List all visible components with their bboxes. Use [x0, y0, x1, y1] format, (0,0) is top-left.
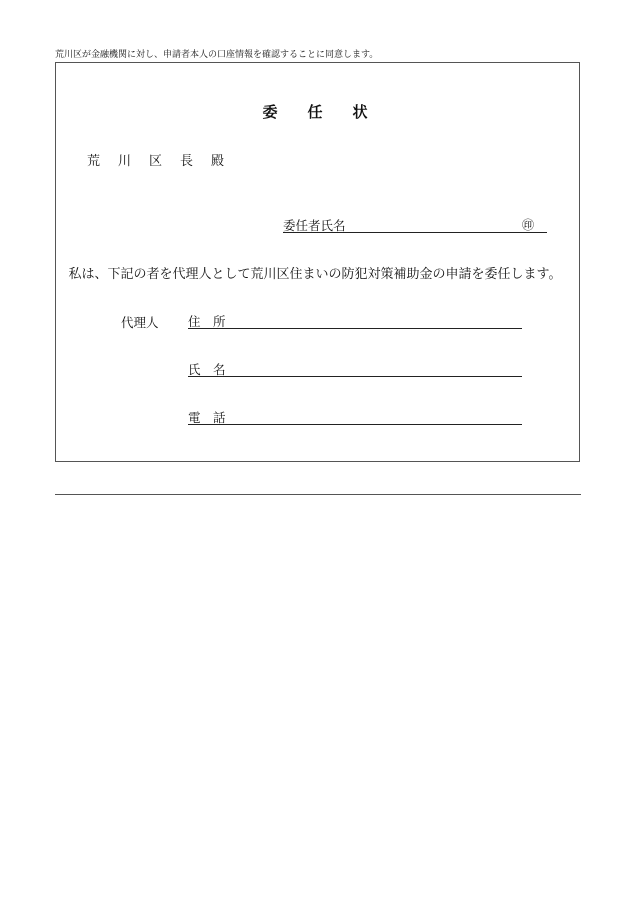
title-char: 状	[352, 103, 368, 121]
addressee-char: 川	[118, 154, 132, 169]
cut-line-divider	[55, 494, 581, 495]
agent-address-field[interactable]	[188, 312, 522, 329]
title-char: 委	[262, 103, 278, 121]
seal-mark: ㊞	[522, 218, 535, 232]
addressee-char: 区	[149, 154, 163, 169]
agent-name-field[interactable]	[188, 360, 522, 377]
consent-note: 荒川区が金融機関に対し、申請者本人の口座情報を確認することに同意します。	[55, 50, 379, 60]
addressee-char: 荒	[87, 154, 101, 169]
addressee-char: 長	[180, 154, 194, 169]
delegation-form-box	[55, 62, 580, 462]
title-char: 任	[307, 103, 323, 121]
agent-label: 代理人	[121, 315, 159, 330]
addressee-char: 殿	[211, 154, 225, 169]
agent-address-label: 住 所	[188, 314, 226, 329]
delegator-name-label: 委任者氏名	[283, 218, 346, 233]
agent-name-label: 氏 名	[188, 362, 226, 377]
form-title	[0, 101, 630, 122]
agent-phone-field[interactable]	[188, 408, 522, 425]
addressee	[87, 150, 242, 169]
delegator-name-field[interactable]	[283, 216, 547, 233]
delegation-statement: 私は、下記の者を代理人として荒川区住まいの防犯対策補助金の申請を委任します。	[68, 267, 562, 282]
agent-phone-label: 電 話	[188, 410, 226, 425]
